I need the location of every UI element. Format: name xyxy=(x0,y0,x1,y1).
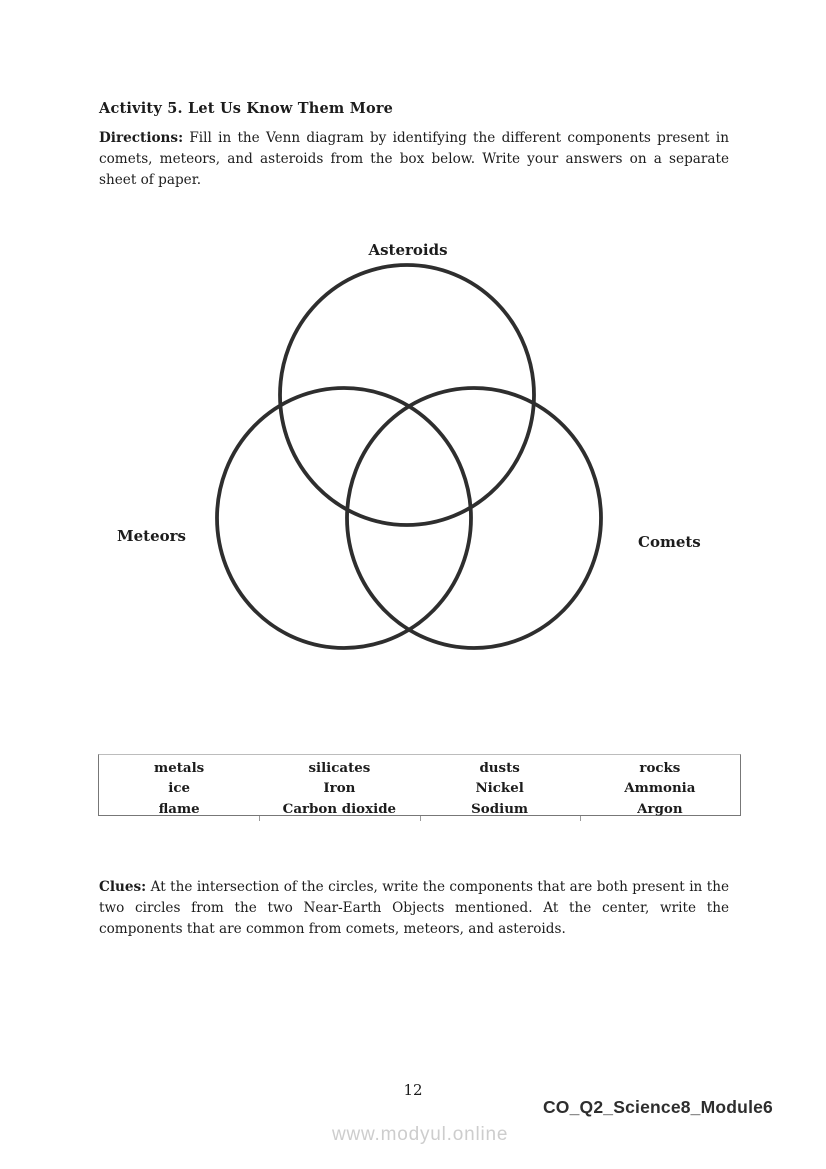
directions-paragraph xyxy=(99,128,729,191)
venn-circles-svg xyxy=(0,232,826,668)
module-code: CO_Q2_Science8_Module6 xyxy=(542,1097,773,1117)
word-bank-item: Argon xyxy=(637,800,683,817)
clues-label: Clues: xyxy=(99,879,147,895)
column-divider-tick xyxy=(259,816,260,821)
clues-text: At the intersection of the circles, write the components that are both present in the two circles from the two Near-Earth Objects mentioned. At the center, write the components that are common from comets, meteors, and asteroids. xyxy=(99,879,730,937)
word-bank-item: dusts xyxy=(479,760,520,776)
page-number: 12 xyxy=(403,1081,423,1099)
watermark-text: www.modyul.online xyxy=(332,1124,509,1145)
word-bank-item: Iron xyxy=(323,780,356,797)
meteors-circle xyxy=(217,388,471,648)
word-bank-item: Carbon dioxide xyxy=(282,800,397,817)
word-bank-item: Ammonia xyxy=(624,780,696,797)
word-bank-box xyxy=(98,754,741,816)
word-bank-item: rocks xyxy=(639,760,681,776)
word-bank-row xyxy=(99,778,740,798)
word-bank-item: Sodium xyxy=(471,800,529,817)
word-bank-item: metals xyxy=(154,760,205,776)
column-divider-tick xyxy=(580,816,581,821)
venn-label-meteors: Meteors xyxy=(117,527,186,545)
word-bank-item: silicates xyxy=(308,760,371,776)
clues-paragraph xyxy=(99,877,729,940)
venn-label-asteroids: Asteroids xyxy=(368,241,448,259)
activity-title: Activity 5. Let Us Know Them More xyxy=(99,100,394,117)
asteroids-circle xyxy=(280,265,534,525)
word-bank-item: ice xyxy=(168,780,190,797)
word-bank-item: Nickel xyxy=(475,780,524,797)
venn-diagram xyxy=(0,232,826,668)
directions-text: Fill in the Venn diagram by identifying the different components present in comets, meteors, and asteroids from the box below. Write your answers on a separate sheet of paper. xyxy=(99,130,730,188)
word-bank-row xyxy=(99,758,740,778)
column-divider-tick xyxy=(420,816,421,821)
venn-label-comets: Comets xyxy=(638,533,701,551)
word-bank-item: flame xyxy=(158,800,200,817)
comets-circle xyxy=(347,388,601,648)
directions-label: Directions: xyxy=(99,130,184,146)
